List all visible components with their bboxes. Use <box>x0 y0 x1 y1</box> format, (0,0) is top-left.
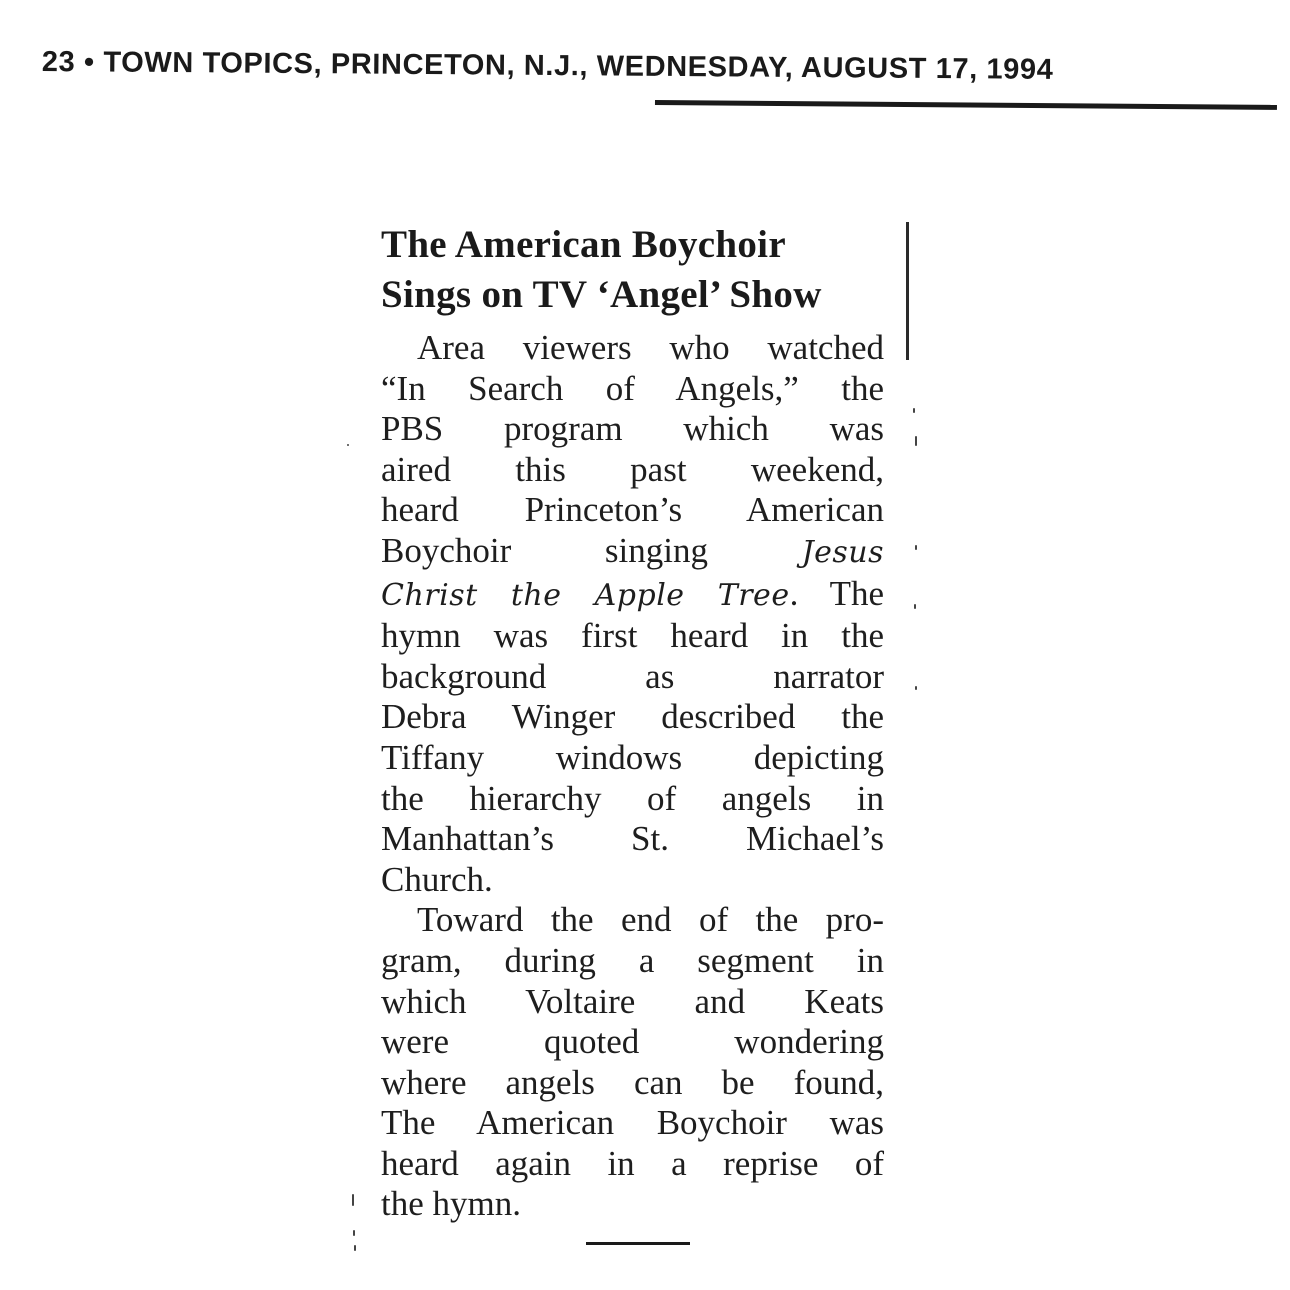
body-line: where angels can be found, <box>381 1062 884 1102</box>
newspaper-masthead: 23 • TOWN TOPICS, PRINCETON, N.J., WEDNESDAY, AUGUST 17, 1994 <box>41 46 1054 86</box>
body-line: Area viewers who watched <box>417 328 884 367</box>
body-text-roman: Boychoir singing <box>381 530 802 570</box>
hymn-title-italic: Jesus <box>801 534 884 570</box>
body-line: which Voltaire and Keats <box>381 981 884 1021</box>
body-line: the hierarchy of angels in <box>381 778 884 818</box>
article-body <box>381 328 884 1225</box>
article <box>381 220 884 1225</box>
scan-speck <box>354 1245 356 1251</box>
body-line: “In Search of Angels,” the <box>381 368 884 408</box>
body-line: heard Princeton’s American <box>381 490 884 530</box>
body-line: Tiffany windows depicting <box>381 737 884 777</box>
body-line: Manhattan’s St. Michael’s <box>381 819 884 859</box>
scan-speck <box>914 604 916 609</box>
body-line: the hymn. <box>381 1184 521 1224</box>
headline-line: The American Boychoir <box>381 223 786 266</box>
body-line: hymn was first heard in the <box>381 616 884 656</box>
paragraph-2 <box>381 900 884 1225</box>
body-line: PBS program which was <box>381 409 884 449</box>
article-headline <box>381 220 884 320</box>
scan-speck <box>347 444 349 446</box>
hymn-title-italic: Christ the Apple Tree <box>381 577 790 613</box>
scan-speck <box>915 545 917 550</box>
scan-speck <box>353 1230 355 1236</box>
scan-speck <box>913 408 915 413</box>
article-end-rule <box>586 1242 690 1245</box>
body-text-roman: . The <box>789 573 884 613</box>
body-line: gram, during a segment in <box>381 940 884 980</box>
scan-speck <box>915 436 917 446</box>
body-line: Church. <box>381 859 493 899</box>
body-line <box>381 531 884 574</box>
body-line: The American Boychoir was <box>381 1103 884 1143</box>
body-line: Toward the end of the pro- <box>417 900 884 940</box>
body-line: Debra Winger described the <box>381 697 884 737</box>
body-line: background as narrator <box>381 656 884 696</box>
body-line: heard again in a reprise of <box>381 1143 884 1183</box>
masthead-rule <box>655 100 1277 110</box>
headline-line: Sings on TV ‘Angel’ Show <box>381 273 822 316</box>
scan-speck <box>352 1194 354 1206</box>
column-divider-rule <box>906 222 909 360</box>
body-line <box>381 574 884 617</box>
paragraph-1 <box>381 328 884 900</box>
scan-speck <box>915 686 917 690</box>
body-line: aired this past weekend, <box>381 449 884 489</box>
body-line: were quoted wondering <box>381 1022 884 1062</box>
